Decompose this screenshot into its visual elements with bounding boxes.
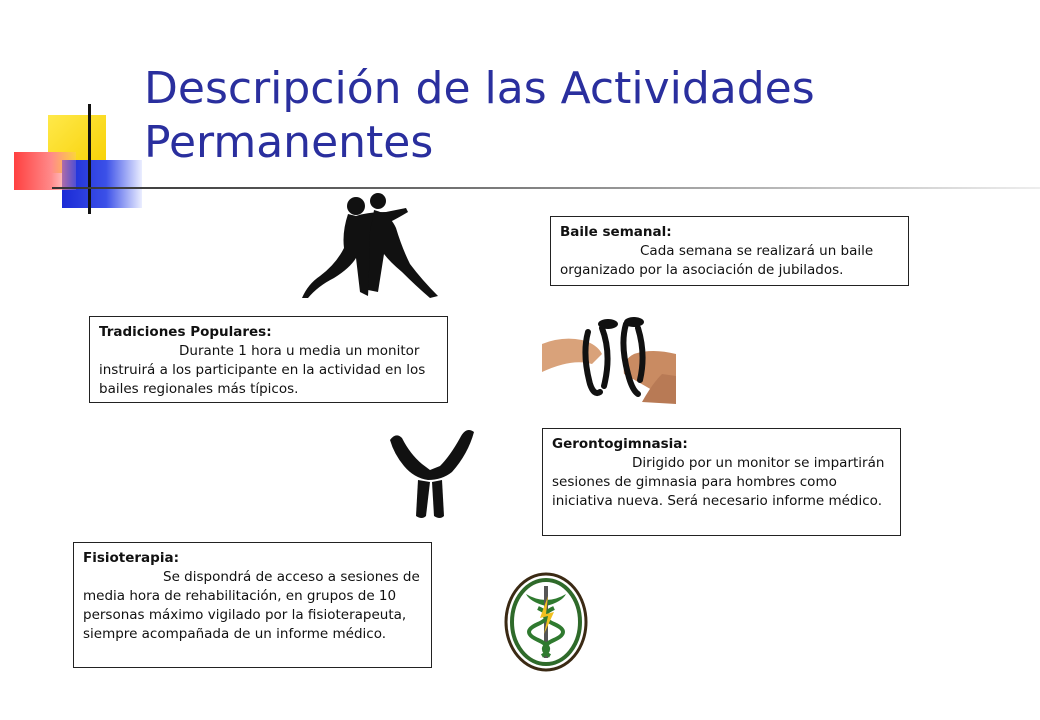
activity-description: Cada semana se realizará un baile organizado por la asociación de jubilados. <box>560 243 874 278</box>
activity-heading: Baile semanal: <box>560 224 672 240</box>
activity-heading: Tradiciones Populares: <box>99 324 272 340</box>
title-divider-line <box>52 187 1040 189</box>
slide-title: Descripción de las Actividades Permanentes <box>144 63 815 168</box>
caduceus-emblem-icon <box>504 572 588 672</box>
activity-box-fisioterapia <box>73 542 432 668</box>
gymnastics-figure-icon <box>388 424 478 520</box>
activity-heading: Gerontogimnasia: <box>552 436 688 452</box>
activity-description: Dirigido por un monitor se impartirán sesiones de gimnasia para hombres como iniciativa nueva. Será necesario informe médico. <box>552 455 885 509</box>
activity-description: Durante 1 hora u media un monitor instruirá a los participante en la actividad en los bailes regionales más típicos. <box>99 343 426 397</box>
activity-heading: Fisioterapia: <box>83 550 179 566</box>
castanets-hands-icon <box>542 314 676 404</box>
dancing-couple-icon <box>298 192 446 302</box>
decor-vertical-line <box>88 104 91 214</box>
activity-box-tradiciones-populares <box>89 316 448 403</box>
activity-description: Se dispondrá de acceso a sesiones de media hora de rehabilitación, en grupos de 10 personas máximo vigilado por la fisioterapeuta, siempre acompañada de un informe médico. <box>83 569 420 642</box>
decor-red-square <box>14 152 76 190</box>
activity-box-baile-semanal <box>550 216 909 286</box>
activity-box-gerontogimnasia <box>542 428 901 536</box>
